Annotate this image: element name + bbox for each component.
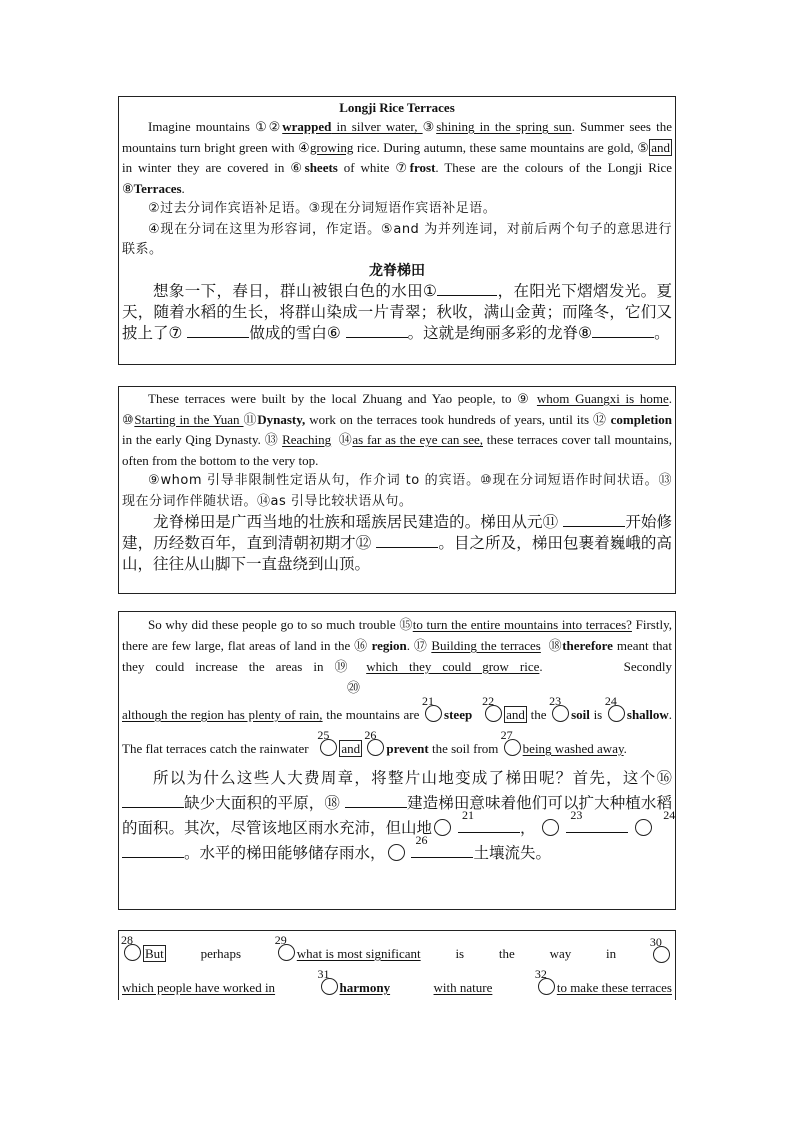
passage-box-3 [118,611,676,910]
fill-blank[interactable] [345,793,407,808]
passage-title: Longji Rice Terraces [339,100,455,115]
english-paragraph-2: These terraces were built by the local Zhuang and Yao people, to ⑨ whom Guangxi is home. ⑩Starting in the Yuan ⑪Dynasty, work on the terraces took hundreds of years, until its ⑫ completion in the early Qing Dynasty. ⑬ Reaching ⑭as far as the eye can see, these terraces cover tall mountains, often from the bottom to the very top. [122,391,673,468]
english-paragraph-4 [122,933,672,1000]
number-circle: 21 [425,705,442,722]
number-circle: 24 [635,819,652,836]
number-circle: 31 [321,978,338,995]
number-circle: 29 [278,944,295,961]
number-circle: 26 [367,739,384,756]
fill-blank[interactable] [437,281,497,296]
number-circle: 28 [124,944,141,961]
passage-box-2 [118,386,676,594]
number-circle: 27 [504,739,521,756]
english-paragraph-3-cont: although the region has plenty of rain, the mountains are 21 steep 22 and the 23 soil is 24 shallow. The flat terraces catch the rainwater 25 and 26 prevent the soil from 27 being washed away. [122,694,673,756]
number-circle: 25 [320,739,337,756]
chinese-translation-1: 想象一下，春日，群山被银白色的水田① ，在阳光下熠熠发光。夏天，随着水稻的生长，将群山染成一片青翠；秋收，满山金黄；而隆冬，它们又披上了⑦ 做成的雪白⑥ 。这就是绚丽多彩的龙脊⑧ 。 [122,281,672,342]
passage-box-1 [118,96,676,365]
annotated-word-growing: growing [310,139,354,155]
fill-blank[interactable] [563,512,625,527]
chinese-title: 龙脊梯田 [369,262,425,279]
fill-blank[interactable] [187,323,249,338]
annotated-word-wrapped: wrapped [282,119,332,134]
grammar-note-2: ④现在分词在这里为形容词，作定语。⑤and 为并列连词，对前后两个句子的意思进行联系。 [122,221,672,257]
fill-blank[interactable] [122,793,184,808]
number-circle: 30 [653,946,670,963]
chinese-translation-3: 所以为什么这些人大费周章，将整片山地变成了梯田呢？首先，这个⑯缺少大面积的平原，⑱ 建造梯田意味着他们可以扩大种植水稻的面积。其次，尽管该地区雨水充沛，但山地 21 ， 23 24 。水平的梯田能够储存雨水， 26 土壤流失。 [122,769,676,862]
paragraph-4-line-2: which people have worked in 31 harmony with nature 32 to make these terraces [122,967,672,995]
grammar-note-3: ⑨whom 引导非限制性定语从句，作介词 to 的宾语。⑩现在分词短语作时间状语。⑬现在分词作伴随状语。⑭as 引导比较状语从句。 [122,473,672,509]
number-circle: 24 [608,705,625,722]
chinese-translation-2: 龙脊梯田是广西当地的壮族和瑶族居民建造的。梯田从元⑪ 开始修建，历经数百年，直到清朝初期才⑫ 。目之所及，梯田包裹着巍峨的高山，往往从山脚下一直盘绕到山顶。 [122,513,672,573]
number-circle: 23 [542,819,559,836]
number-circle: 26 [388,844,405,861]
fill-blank[interactable] [592,323,654,338]
english-paragraph-3: So why did these people go to so much trouble ⑮to turn the entire mountains into terraces? Firstly, there are few large, flat areas of land in the ⑯ region. ⑰ Building the terraces ⑱therefore meant that they could increase the areas in ⑲ which they could grow rice. Secondly⑳ [122,617,673,695]
fill-blank[interactable] [346,323,408,338]
annotated-phrase-shining: shining in the spring sun [436,119,572,134]
fill-blank[interactable] [376,533,438,548]
boxed-word-and: and [651,139,671,155]
number-circle: 23 [552,705,569,722]
paragraph-4-line-1: 28 But perhaps 29 what is most significant is the way in 30 [122,933,672,971]
number-circle: 22 [485,705,502,722]
passage-box-4 [118,930,676,1000]
fill-blank[interactable] [122,843,184,858]
grammar-note-1: ②过去分词作宾语补足语。③现在分词短语作宾语补足语。 [148,201,497,216]
english-paragraph-1: Imagine mountains ①②wrapped in silver water, ③shining in the spring sun. Summer sees the mountains turn bright green with ④growing rice. During autumn, these same mountains are gold, ⑤ and in winter they are covered in ⑥sheets of white ⑦frost. These are the colours of the Longji Rice ⑧Terraces. [122,119,673,196]
number-circle: 21 [434,819,451,836]
number-circle: 32 [538,978,555,995]
